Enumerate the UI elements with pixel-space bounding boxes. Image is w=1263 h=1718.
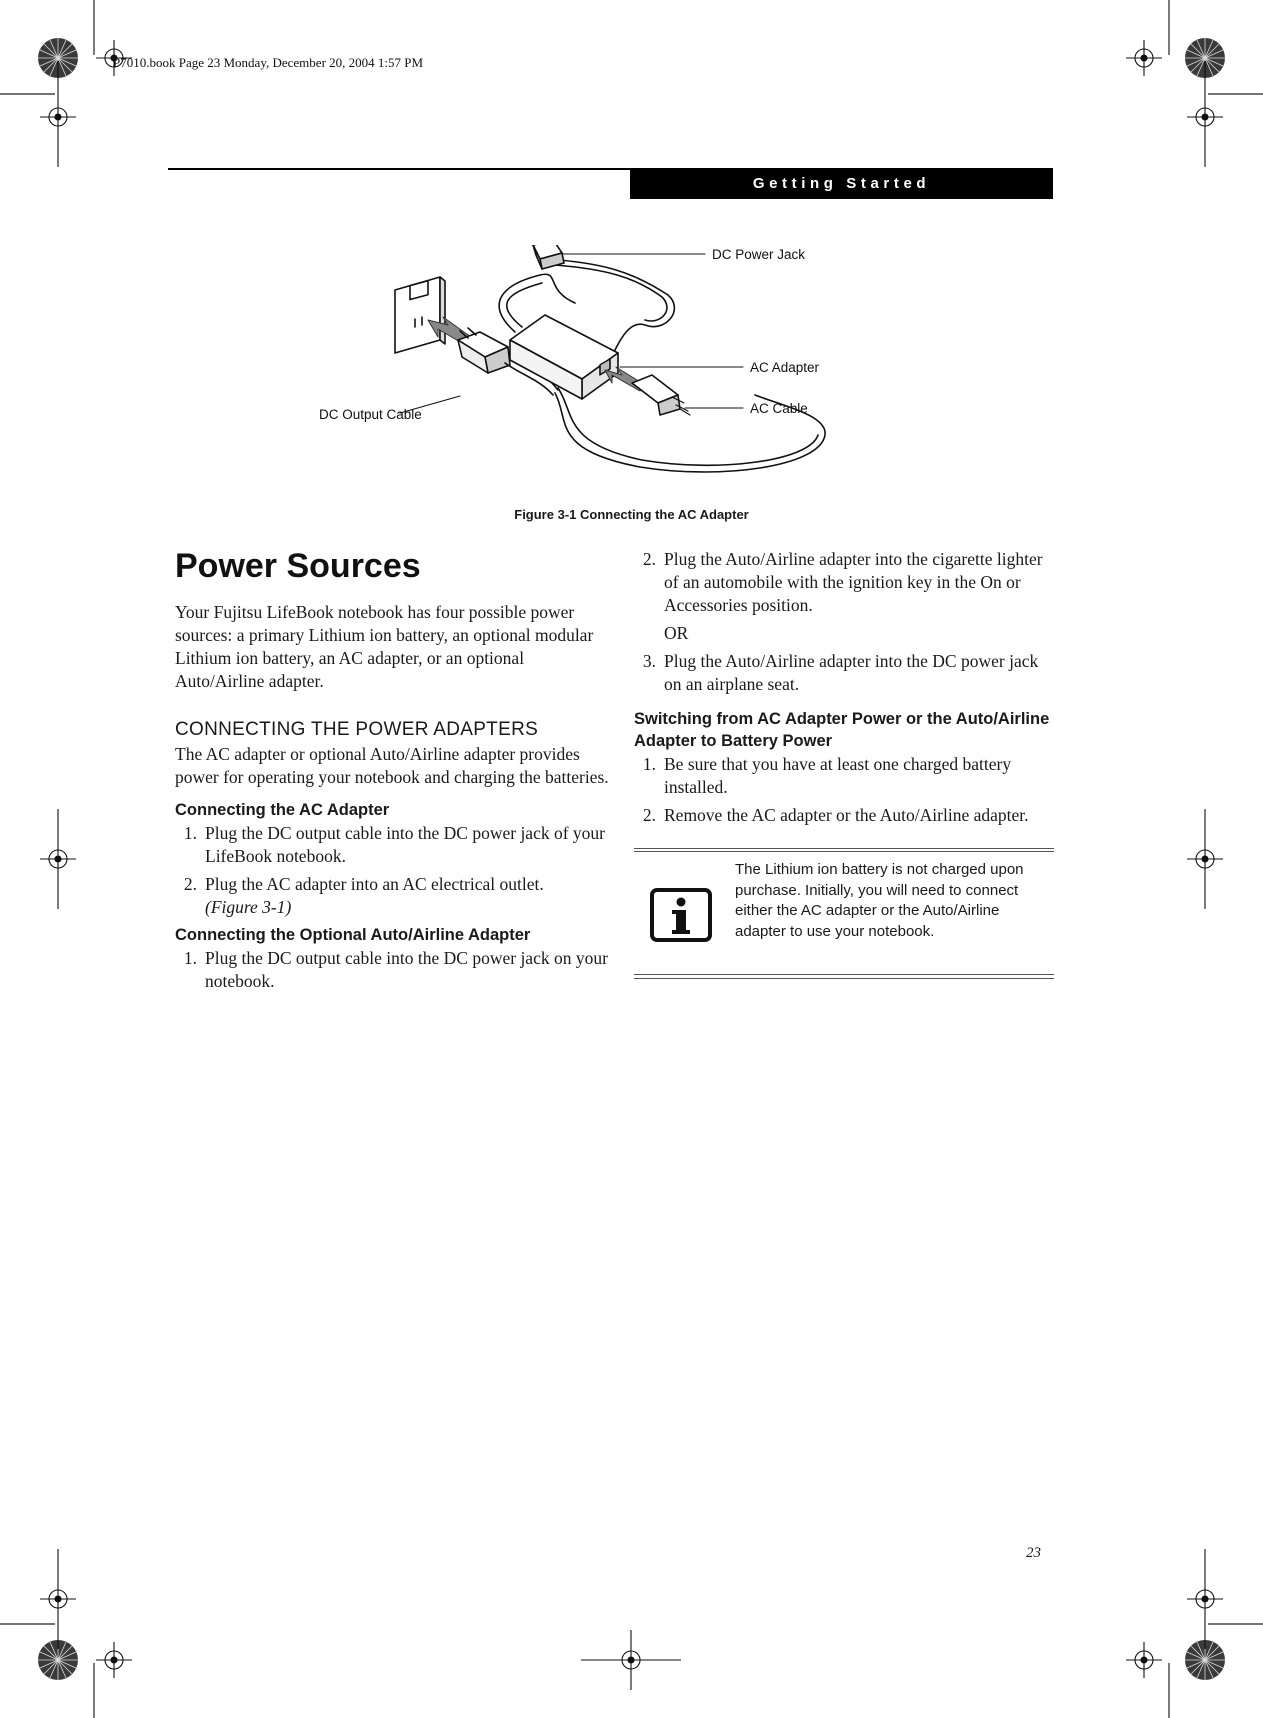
running-header: Getting Started (630, 168, 1053, 199)
registration-target-icon (40, 61, 76, 167)
print-slug: P7010.book Page 23 Monday, December 20, 2004 1:57 PM (113, 55, 424, 70)
registration-target-icon (40, 809, 76, 909)
registration-target-icon (581, 1630, 681, 1690)
list-item: 2. Plug the AC adapter into an AC electrical outlet. (Figure 3-1) (175, 873, 615, 919)
ac-adapter-brick-icon (510, 315, 618, 399)
figure-reference: (Figure 3-1) (205, 897, 292, 917)
label-dc-output-cable: DC Output Cable (319, 407, 422, 422)
registration-target-icon (1187, 61, 1223, 167)
page-title: Power Sources (175, 547, 421, 585)
registration-target-icon (40, 1549, 76, 1649)
registration-target-icon (1126, 40, 1162, 76)
registration-target-icon (1187, 809, 1223, 909)
note-rule-top (634, 848, 1054, 849)
registration-target-icon (1187, 1549, 1223, 1649)
right-column (634, 548, 1054, 832)
auto-airline-steps (175, 947, 615, 993)
registration-target-icon (96, 1642, 132, 1678)
subheading-switching-to-battery: Switching from AC Adapter Power or the Auto/Airline Adapter to Battery Power (634, 710, 1050, 750)
section-paragraph: The AC adapter or optional Auto/Airline adapter provides power for operating your notebook and charging the batteries. (175, 744, 609, 787)
ac-adapter-steps (175, 822, 615, 919)
note-rule-bottom (634, 974, 1054, 975)
left-column (175, 545, 615, 998)
intro-paragraph: Your Fujitsu LifeBook notebook has four possible power sources: a primary Lithium ion battery, an optional modular Lithium ion battery, an AC adapter, or an optional Auto/Airline adapter. (175, 602, 594, 691)
note-text: The Lithium ion battery is not charged upon purchase. Initially, you will need to connect either the AC adapter or the Auto/Airline adapter to use your notebook. (735, 861, 1024, 940)
list-item: 1. Be sure that you have at least one charged battery installed. (642, 754, 1012, 797)
subheading-connecting-ac-adapter: Connecting the AC Adapter (175, 801, 390, 819)
label-ac-adapter: AC Adapter (750, 360, 820, 375)
page-number: 23 (1026, 1545, 1041, 1561)
list-item: 1. Plug the DC output cable into the DC power jack of your LifeBook notebook. (183, 823, 605, 866)
ac-adapter-figure (300, 245, 940, 495)
ac-cable-plug-icon (632, 375, 690, 415)
list-item: 1. Plug the DC output cable into the DC power jack on your notebook. (183, 948, 608, 991)
registration-target-icon (1126, 1642, 1162, 1678)
section-heading: CONNECTING THE POWER ADAPTERS (175, 719, 539, 740)
battery-switch-steps (634, 753, 1054, 827)
label-ac-cable: AC Cable (750, 401, 808, 416)
info-icon (650, 888, 712, 942)
figure-caption: Figure 3-1 Connecting the AC Adapter (514, 507, 749, 522)
list-item: 2. Plug the Auto/Airline adapter into the cigarette lighter of an automobile with the ignition key in the On or Accessories position. (642, 549, 1043, 615)
info-note (634, 848, 1054, 980)
list-item: 3. Plug the Auto/Airline adapter into the DC power jack on an airplane seat. (642, 651, 1039, 694)
header-rule (168, 168, 630, 170)
label-dc-power-jack: DC Power Jack (712, 247, 806, 262)
wall-outlet-icon (395, 277, 445, 353)
subheading-auto-airline-adapter: Connecting the Optional Auto/Airline Adapter (175, 926, 531, 944)
list-item: 2. Remove the AC adapter or the Auto/Airline adapter. (642, 805, 1029, 825)
or-separator: OR (664, 623, 689, 643)
auto-airline-steps-continued (634, 548, 1054, 617)
